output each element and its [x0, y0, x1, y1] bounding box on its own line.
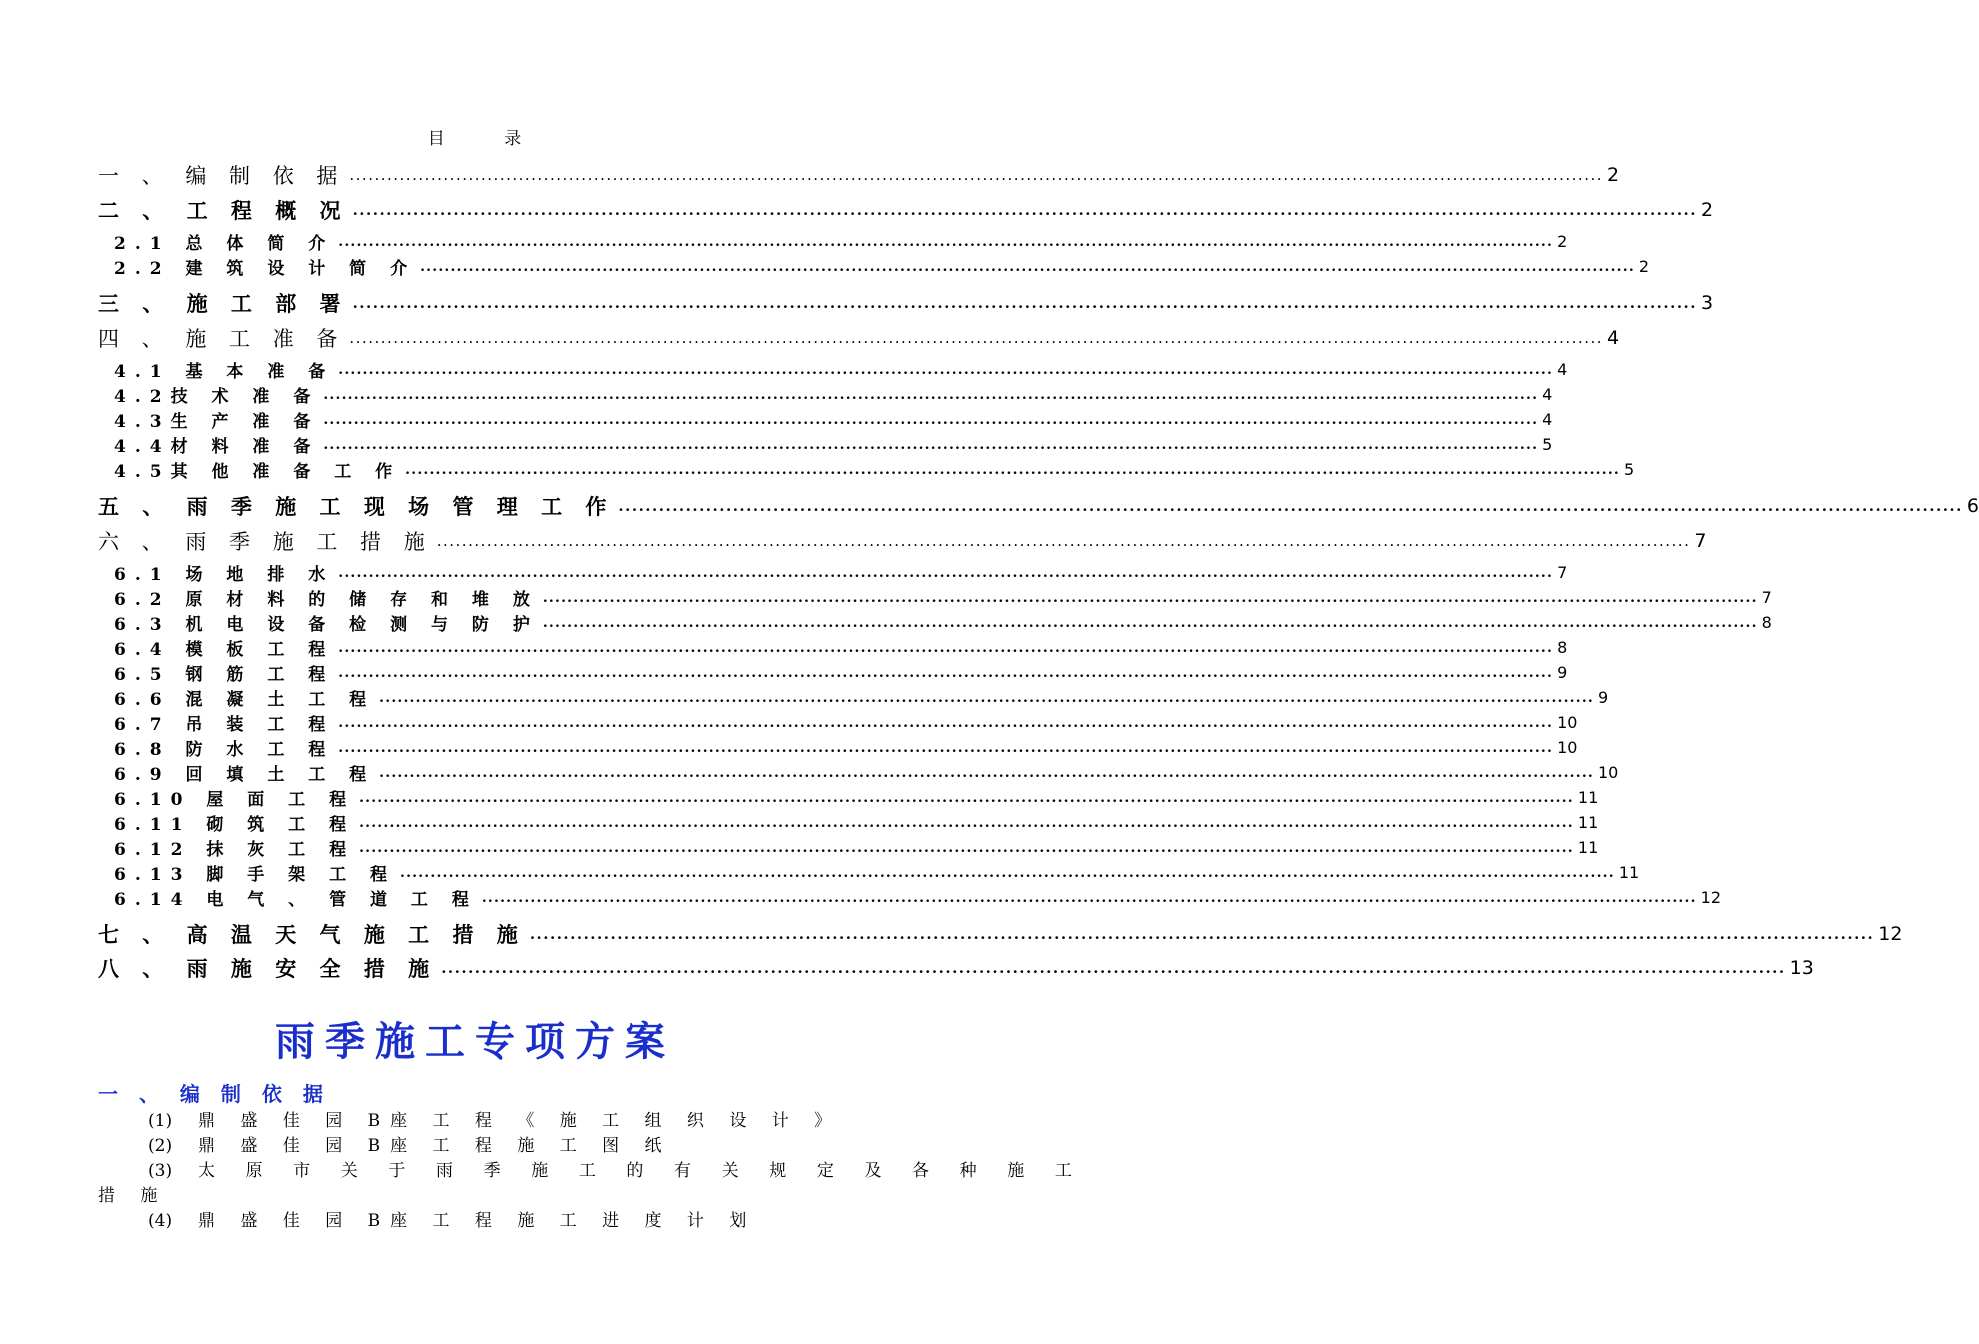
toc-entry-label: 6.14 电 气 、 管 道 工 程: [114, 890, 478, 910]
toc-leader-dots: ........................................................................................................................................................................................................: [349, 329, 1604, 347]
toc-entry-label: 2.1 总 体 简 介: [114, 234, 335, 254]
toc-entry-label: 6.9 回 填 土 工 程: [114, 765, 376, 785]
toc-entry-label: 五 、 雨 季 施 工 现 场 管 理 工 作: [98, 494, 615, 519]
toc-entry-page: 11: [1577, 788, 1599, 807]
toc-leader-dots: ........................................................................................................................................................................................................: [420, 258, 1635, 275]
toc-leader-dots: ........................................................................................................................................................................................................: [542, 614, 1758, 631]
toc-entry-label: 三 、 施 工 部 署: [98, 291, 349, 316]
toc-leader-dots: ........................................................................................................................................................................................................: [481, 889, 1697, 906]
toc-entry[interactable]: [98, 432, 1553, 457]
toc-leader-dots: ........................................................................................................................................................................................................: [529, 925, 1875, 943]
toc-entry-label: 一 、 编 制 依 据: [98, 164, 346, 188]
toc-entry[interactable]: [98, 407, 1553, 432]
toc-entry-label: 4.1 基 本 准 备: [114, 362, 335, 382]
toc-leader-dots: ........................................................................................................................................................................................................: [338, 564, 1554, 581]
toc-leader-dots: ........................................................................................................................................................................................................: [436, 532, 1691, 550]
toc-entry-label: 二 、 工 程 概 况: [98, 198, 349, 223]
toc-entry[interactable]: [98, 585, 1772, 610]
item-text: 太 原 市 关 于 雨 季 施 工 的 有 关 规 定 及 各 种 施 工: [198, 1161, 1085, 1181]
toc-entry[interactable]: [98, 760, 1619, 785]
item-text: 鼎 盛 佳 园 B座 工 程 施 工 进 度 计 划: [198, 1211, 757, 1231]
toc-entry-page: 11: [1577, 838, 1599, 857]
toc-entry-label: 6.1 场 地 排 水: [114, 565, 335, 585]
toc-entry[interactable]: [98, 288, 1714, 318]
toc-title: 目 录: [427, 129, 523, 149]
toc-entry-label: 6.2 原 材 料 的 储 存 和 堆 放: [114, 590, 539, 610]
toc-entry-page: 13: [1789, 957, 1814, 979]
toc-leader-dots: ........................................................................................................................................................................................................: [323, 411, 1539, 428]
toc-entry-page: 10: [1557, 738, 1578, 757]
item-number: (2): [148, 1136, 173, 1156]
toc-entry-page: 12: [1878, 923, 1903, 945]
toc-entry[interactable]: [98, 919, 1903, 949]
basis-item-3-continued: 措 施: [98, 1186, 168, 1206]
toc-leader-dots: ........................................................................................................................................................................................................: [400, 864, 1615, 881]
toc-entry-page: 2: [1701, 199, 1714, 221]
toc-entry-label: 4.3生 产 准 备: [114, 412, 320, 432]
toc-entry[interactable]: [98, 835, 1599, 860]
toc-entry-page: 4: [1607, 327, 1620, 349]
toc-entry[interactable]: [98, 526, 1707, 556]
toc-entry-label: 6.4 模 板 工 程: [114, 640, 335, 660]
toc-entry-page: 11: [1577, 813, 1599, 832]
toc-entry[interactable]: [98, 457, 1635, 482]
toc-leader-dots: ........................................................................................................................................................................................................: [338, 233, 1554, 250]
toc-entry-page: 7: [1761, 588, 1772, 607]
toc-leader-dots: ........................................................................................................................................................................................................: [338, 714, 1554, 731]
toc-leader-dots: ........................................................................................................................................................................................................: [618, 497, 1963, 515]
toc-leader-dots: ........................................................................................................................................................................................................: [352, 294, 1697, 312]
item-text: 鼎 盛 佳 园 B座 工 程 《 施 工 组 织 设 计 》: [198, 1111, 842, 1131]
toc-entry-label: 4.2技 术 准 备: [114, 387, 320, 407]
toc-entry[interactable]: [98, 610, 1772, 635]
toc-entry-label: 六 、 雨 季 施 工 措 施: [98, 530, 433, 554]
toc-entry[interactable]: [98, 382, 1553, 407]
basis-item-3: [148, 1156, 1084, 1181]
toc-entry-page: 4: [1557, 360, 1568, 379]
toc-entry-label: 七 、 高 温 天 气 施 工 措 施: [98, 922, 526, 947]
toc-entry-page: 11: [1618, 863, 1640, 882]
toc-entry-label: 四 、 施 工 准 备: [98, 327, 346, 351]
toc-entry-page: 10: [1597, 763, 1619, 782]
toc-entry-page: 4: [1542, 410, 1553, 429]
toc-entry-label: 6.12 抹 灰 工 程: [114, 840, 356, 860]
toc-leader-dots: ........................................................................................................................................................................................................: [323, 436, 1539, 453]
toc-entry[interactable]: [98, 357, 1568, 382]
toc-entry-page: 10: [1557, 713, 1578, 732]
toc-leader-dots: ........................................................................................................................................................................................................: [323, 386, 1539, 403]
basis-item-2: [148, 1131, 672, 1156]
document-title: 雨季施工专项方案: [275, 1019, 675, 1065]
toc-leader-dots: ........................................................................................................................................................................................................: [338, 639, 1554, 656]
toc-entry-label: 6.3 机 电 设 备 检 测 与 防 护: [114, 615, 539, 635]
section-heading: 一 、 编 制 依 据: [98, 1082, 330, 1106]
toc-entry-page: 8: [1557, 638, 1568, 657]
toc-entry[interactable]: [98, 710, 1578, 735]
item-number: (1): [148, 1111, 173, 1131]
toc-leader-dots: ........................................................................................................................................................................................................: [359, 814, 1574, 831]
toc-entry-label: 6.13 脚 手 架 工 程: [114, 865, 396, 885]
toc-entry-page: 6: [1966, 495, 1979, 517]
toc-entry[interactable]: [98, 685, 1609, 710]
toc-entry-label: 4.5其 他 准 备 工 作: [114, 462, 402, 482]
toc-entry-page: 7: [1557, 563, 1568, 582]
toc-entry[interactable]: [98, 635, 1568, 660]
toc-entry-label: 八 、 雨 施 安 全 措 施: [98, 956, 438, 981]
toc-entry-label: 6.11 砌 筑 工 程: [114, 815, 356, 835]
toc-entry-label: 4.4材 料 准 备: [114, 437, 320, 457]
toc-entry-label: 6.6 混 凝 土 工 程: [114, 690, 376, 710]
toc-entry[interactable]: [98, 323, 1620, 353]
item-number: (3): [148, 1161, 173, 1181]
toc-entry[interactable]: [98, 885, 1722, 910]
item-number: (4): [148, 1211, 173, 1231]
toc-entry-label: 6.10 屋 面 工 程: [114, 790, 356, 810]
toc-entry[interactable]: [98, 660, 1568, 685]
toc-leader-dots: ........................................................................................................................................................................................................: [359, 839, 1574, 856]
toc-leader-dots: ........................................................................................................................................................................................................: [338, 739, 1554, 756]
toc-entry-page: 2: [1557, 232, 1568, 251]
toc-entry[interactable]: [98, 195, 1714, 225]
toc-leader-dots: ........................................................................................................................................................................................................: [379, 689, 1594, 706]
toc-entry-page: 4: [1542, 385, 1553, 404]
toc-entry-label: 6.8 防 水 工 程: [114, 740, 335, 760]
toc-entry[interactable]: [98, 860, 1640, 885]
toc-entry-page: 7: [1694, 530, 1707, 552]
toc-leader-dots: ........................................................................................................................................................................................................: [405, 461, 1620, 478]
toc-entry-label: 2.2 建 筑 设 计 简 介: [114, 259, 417, 279]
toc-entry[interactable]: [98, 160, 1620, 190]
toc-leader-dots: ........................................................................................................................................................................................................: [352, 201, 1697, 219]
toc-entry[interactable]: [98, 229, 1568, 254]
toc-entry[interactable]: [98, 953, 1814, 983]
toc-leader-dots: ........................................................................................................................................................................................................: [338, 664, 1554, 681]
toc-entry[interactable]: [98, 785, 1599, 810]
basis-item-4: [148, 1206, 756, 1231]
toc-entry-page: 5: [1542, 435, 1553, 454]
toc-entry[interactable]: [98, 810, 1599, 835]
toc-leader-dots: ........................................................................................................................................................................................................: [359, 789, 1574, 806]
toc-leader-dots: ........................................................................................................................................................................................................: [379, 764, 1594, 781]
toc-entry-page: 5: [1623, 460, 1635, 479]
toc-leader-dots: ........................................................................................................................................................................................................: [542, 589, 1758, 606]
toc-entry-page: 9: [1557, 663, 1568, 682]
toc-entry-page: 12: [1700, 888, 1722, 907]
toc-leader-dots: ........................................................................................................................................................................................................: [441, 959, 1786, 977]
item-text: 鼎 盛 佳 园 B座 工 程 施 工 图 纸: [198, 1136, 672, 1156]
toc-leader-dots: ........................................................................................................................................................................................................: [349, 166, 1604, 184]
toc-entry-label: 6.5 钢 筋 工 程: [114, 665, 335, 685]
toc-leader-dots: ........................................................................................................................................................................................................: [338, 361, 1554, 378]
toc-entry-page: 2: [1638, 257, 1650, 276]
toc-entry-page: 2: [1607, 164, 1620, 186]
toc-entry-page: 3: [1701, 292, 1714, 314]
toc-entry[interactable]: [98, 491, 1979, 521]
toc-entry[interactable]: [98, 560, 1568, 585]
toc-entry[interactable]: [98, 735, 1578, 760]
toc-entry-page: 8: [1761, 613, 1772, 632]
toc-entry-label: 6.7 吊 装 工 程: [114, 715, 335, 735]
toc-entry-page: 9: [1597, 688, 1609, 707]
basis-item-1: [148, 1106, 841, 1131]
toc-entry[interactable]: [98, 254, 1650, 279]
